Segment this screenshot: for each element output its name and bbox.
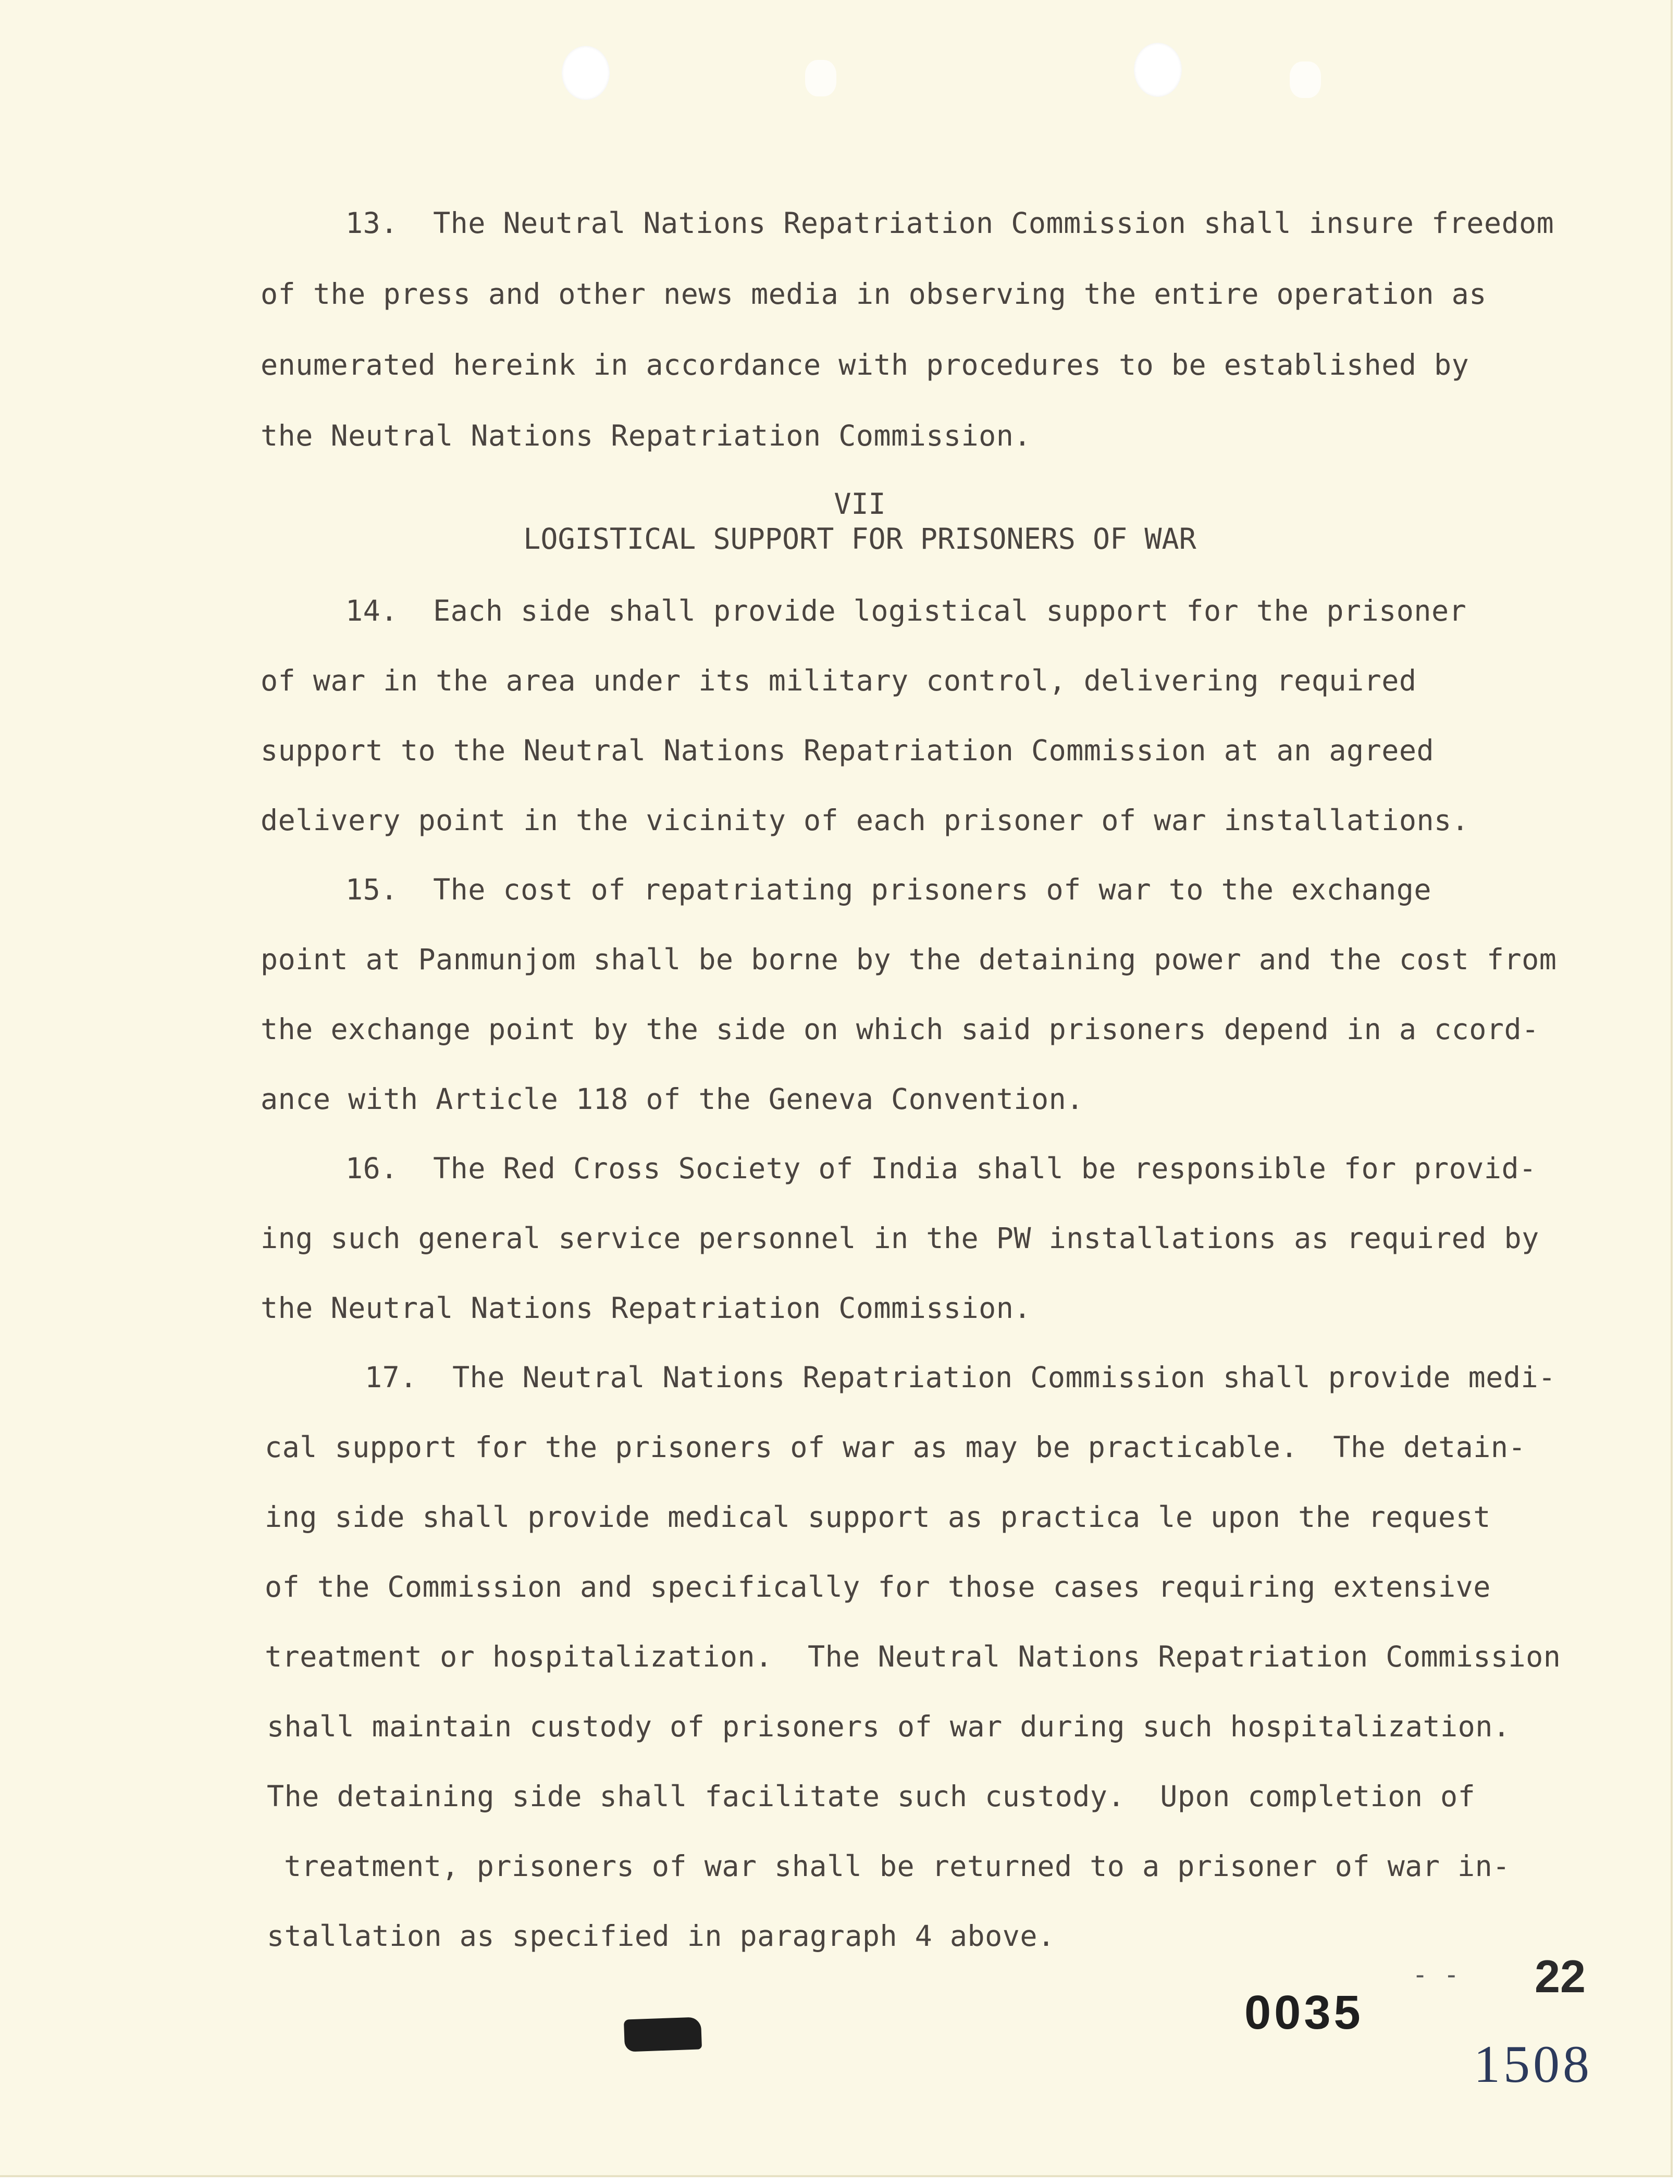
redaction-mark — [624, 2017, 702, 2052]
paper-mark — [805, 60, 836, 96]
text-line: of the Commission and specifically for those cases requiring extensive — [265, 1570, 1491, 1603]
text-line: 14. Each side shall provide logistical support for the prisoner — [345, 594, 1467, 627]
text-line: of the press and other news media in observing the entire operation as — [261, 277, 1487, 311]
text-line: 16. The Red Cross Society of India shall be responsible for provid- — [345, 1152, 1537, 1185]
text-line: 17. The Neutral Nations Repatriation Commission shall provide medi- — [365, 1361, 1556, 1394]
text-line: ing side shall provide medical support as practica le upon the request — [265, 1500, 1491, 1534]
punch-hole-left — [562, 46, 610, 100]
text-line: the Neutral Nations Repatriation Commission. — [261, 419, 1031, 452]
text-line: support to the Neutral Nations Repatriation Commission at an agreed — [261, 734, 1435, 767]
text-line: enumerated hereink in accordance with procedures to be established by — [261, 348, 1469, 381]
text-line: stallation as specified in paragraph 4 above. — [267, 1919, 1055, 1953]
paper-mark — [1290, 61, 1321, 98]
text-line: of war in the area under its military control, delivering required — [261, 664, 1417, 697]
text-line: treatment or hospitalization. The Neutral Nations Repatriation Commission — [265, 1640, 1561, 1673]
page-number: 22 — [1535, 1951, 1586, 2002]
text-line: treatment, prisoners of war shall be returned to a prisoner of war in- — [284, 1849, 1510, 1883]
stamp-number: 0035 — [1244, 1986, 1364, 2039]
punch-hole-right — [1134, 43, 1182, 97]
dash-mark: - - — [1412, 1959, 1460, 1990]
section-heading: LOGISTICAL SUPPORT FOR PRISONERS OF WAR — [523, 522, 1196, 556]
text-line: the exchange point by the side on which said prisoners depend in a ccord- — [261, 1013, 1539, 1046]
text-line: shall maintain custody of prisoners of war during such hospitalization. — [267, 1710, 1511, 1743]
handwritten-number: 1508 — [1474, 2035, 1592, 2094]
text-line: delivery point in the vicinity of each prisoner of war installations. — [261, 804, 1469, 837]
text-line: point at Panmunjom shall be borne by the detaining power and the cost from — [261, 943, 1557, 976]
text-line: cal support for the prisoners of war as may be practicable. The detain- — [265, 1430, 1526, 1464]
text-line: 15. The cost of repatriating prisoners of war to the exchange — [345, 873, 1431, 906]
text-line: 13. The Neutral Nations Repatriation Commission shall insure freedom — [345, 206, 1554, 240]
section-number: VII — [834, 487, 886, 521]
text-line: the Neutral Nations Repatriation Commission. — [261, 1291, 1031, 1325]
text-line: ance with Article 118 of the Geneva Convention. — [261, 1082, 1084, 1116]
text-line: The detaining side shall facilitate such custody. Upon completion of — [267, 1780, 1476, 1813]
text-line: ing such general service personnel in the PW installations as required by — [261, 1221, 1539, 1255]
